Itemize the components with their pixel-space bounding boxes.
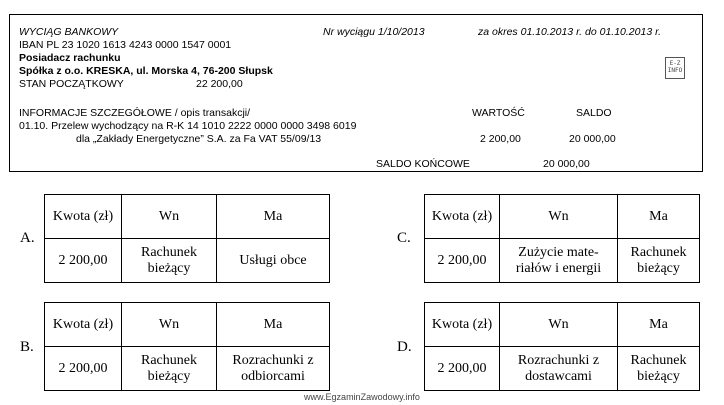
header-wn: Wn bbox=[500, 303, 618, 347]
header-kwota: Kwota (zł) bbox=[45, 303, 122, 347]
option-letter: C. bbox=[397, 230, 411, 246]
answer-table-b bbox=[44, 302, 330, 391]
header-kwota: Kwota (zł) bbox=[425, 303, 500, 347]
wn-cell: Rozrachunki z dostawcami bbox=[500, 347, 618, 391]
amount-cell: 2 200,00 bbox=[45, 239, 122, 283]
footer-url: www.EgzaminZawodowy.info bbox=[304, 392, 420, 402]
statement-period: za okres 01.10.2013 r. do 01.10.2013 r. bbox=[478, 26, 662, 38]
column-value-header: WARTOŚĆ bbox=[472, 107, 525, 119]
transaction-line-2: dla „Zakłady Energetyczne” S.A. za Fa VAT 55/09/13 bbox=[76, 133, 322, 145]
column-balance-header: SALDO bbox=[576, 107, 612, 119]
answer-table-c bbox=[424, 194, 700, 283]
opening-value: 22 200,00 bbox=[196, 78, 243, 90]
header-wn: Wn bbox=[122, 303, 217, 347]
option-letter: D. bbox=[397, 339, 412, 355]
ma-cell: Rachunek bieżący bbox=[618, 239, 700, 283]
answer-table-d bbox=[424, 302, 700, 391]
details-label: INFORMACJE SZCZEGÓŁOWE / opis transakcji/ bbox=[19, 107, 251, 119]
owner: Spółka z o.o. KRESKA, ul. Morska 4, 76-200 Słupsk bbox=[19, 65, 273, 77]
wn-cell: Rachunek bieżący bbox=[122, 239, 217, 283]
header-wn: Wn bbox=[500, 195, 618, 239]
owner-label: Posiadacz rachunku bbox=[19, 52, 121, 64]
wn-cell: Rachunek bieżący bbox=[122, 347, 217, 391]
transaction-value: 2 200,00 bbox=[480, 133, 521, 145]
ma-cell: Usługi obce bbox=[217, 239, 330, 283]
iban: IBAN PL 23 1020 1613 4243 0000 1547 0001 bbox=[19, 39, 232, 51]
wn-cell: Zużycie mate-riałów i energii bbox=[500, 239, 618, 283]
header-ma: Ma bbox=[618, 303, 700, 347]
transaction-balance: 20 000,00 bbox=[569, 133, 616, 145]
transaction-line-1: 01.10. Przelew wychodzący na R-K 14 1010 2222 0000 0000 3498 6019 bbox=[19, 120, 357, 132]
answer-table-a bbox=[44, 194, 330, 283]
statement-number: Nr wyciągu 1/10/2013 bbox=[323, 26, 425, 38]
option-letter: A. bbox=[20, 230, 35, 246]
statement-title: WYCIĄG BANKOWY bbox=[19, 26, 119, 38]
header-ma: Ma bbox=[618, 195, 700, 239]
header-wn: Wn bbox=[122, 195, 217, 239]
ma-cell: Rozrachunki z odbiorcami bbox=[217, 347, 330, 391]
header-ma: Ma bbox=[217, 303, 330, 347]
header-kwota: Kwota (zł) bbox=[425, 195, 500, 239]
closing-label: SALDO KOŃCOWE bbox=[376, 158, 470, 170]
option-letter: B. bbox=[20, 339, 34, 355]
ma-cell: Rachunek bieżący bbox=[618, 347, 700, 391]
header-kwota: Kwota (zł) bbox=[45, 195, 122, 239]
amount-cell: 2 200,00 bbox=[45, 347, 122, 391]
closing-value: 20 000,00 bbox=[543, 158, 590, 170]
amount-cell: 2 200,00 bbox=[425, 347, 500, 391]
bank-statement bbox=[9, 14, 703, 172]
qr-code-icon: E-Z INFO bbox=[665, 57, 685, 79]
amount-cell: 2 200,00 bbox=[425, 239, 500, 283]
header-ma: Ma bbox=[217, 195, 330, 239]
opening-label: STAN POCZĄTKOWY bbox=[19, 78, 124, 90]
